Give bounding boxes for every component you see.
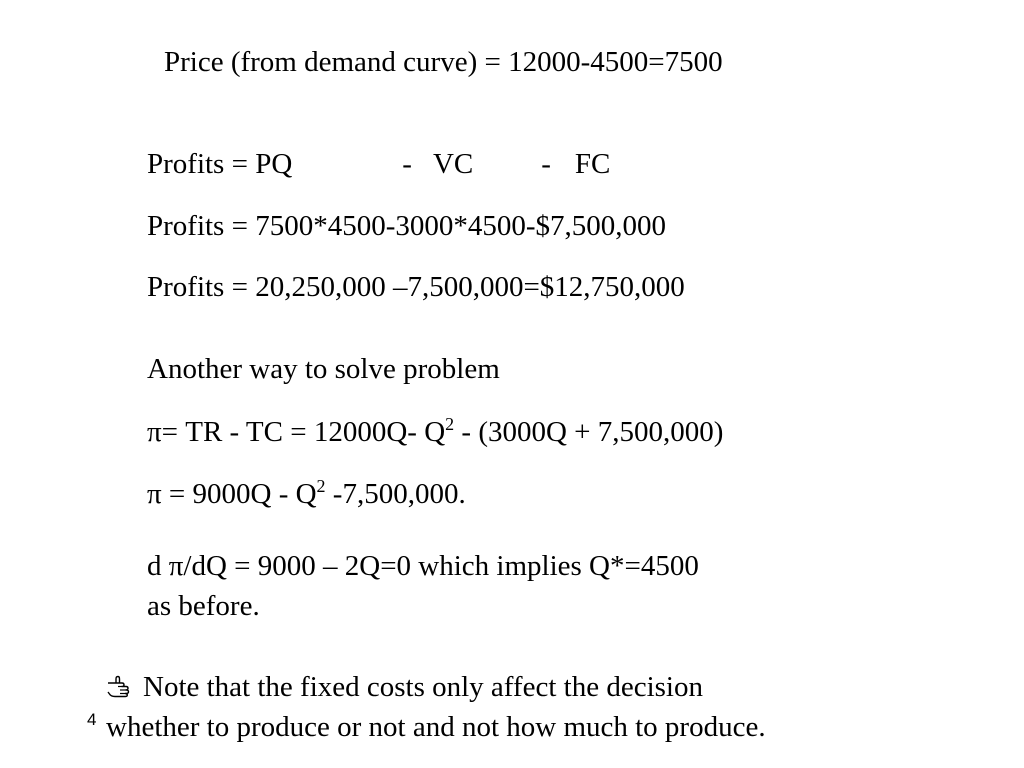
derivative-condition: d π/dQ = 9000 – 2Q=0 which implies Q*=4500 — [147, 550, 699, 582]
pointing-hand-icon — [107, 674, 133, 698]
exponent: 2 — [445, 414, 455, 434]
profits-result: Profits = 20,250,000 –7,500,000=$12,750,000 — [147, 271, 685, 303]
price-equation: Price (from demand curve) = 12000-4500=7500 — [164, 46, 723, 78]
simplified-profit-equation — [147, 476, 466, 510]
fc-label: FC — [574, 148, 611, 180]
note-line-2: whether to produce or not and not how much to produce. — [106, 711, 766, 743]
profits-definition — [147, 150, 610, 179]
slide-number: 4 — [87, 710, 97, 729]
minus-sign: - — [402, 148, 412, 180]
minus-sign: - — [541, 148, 551, 180]
equation-text: -7,500,000. — [325, 478, 466, 510]
equation-text: π= TR - TC = 12000Q- Q — [147, 416, 446, 448]
derivative-conclusion: as before. — [147, 590, 260, 622]
equation-text: - (3000Q + 7,500,000) — [454, 416, 724, 448]
note-line-1 — [107, 673, 703, 702]
another-way-heading: Another way to solve problem — [147, 353, 500, 385]
exponent: 2 — [316, 476, 326, 496]
equation-text: π = 9000Q - Q — [147, 478, 317, 510]
profit-function-equation — [147, 414, 724, 448]
note-text: Note that the fixed costs only affect the decision — [143, 671, 703, 703]
profits-label: Profits = PQ — [147, 148, 293, 180]
profits-calculation: Profits = 7500*4500-3000*4500-$7,500,000 — [147, 210, 667, 242]
vc-label: VC — [432, 148, 474, 180]
